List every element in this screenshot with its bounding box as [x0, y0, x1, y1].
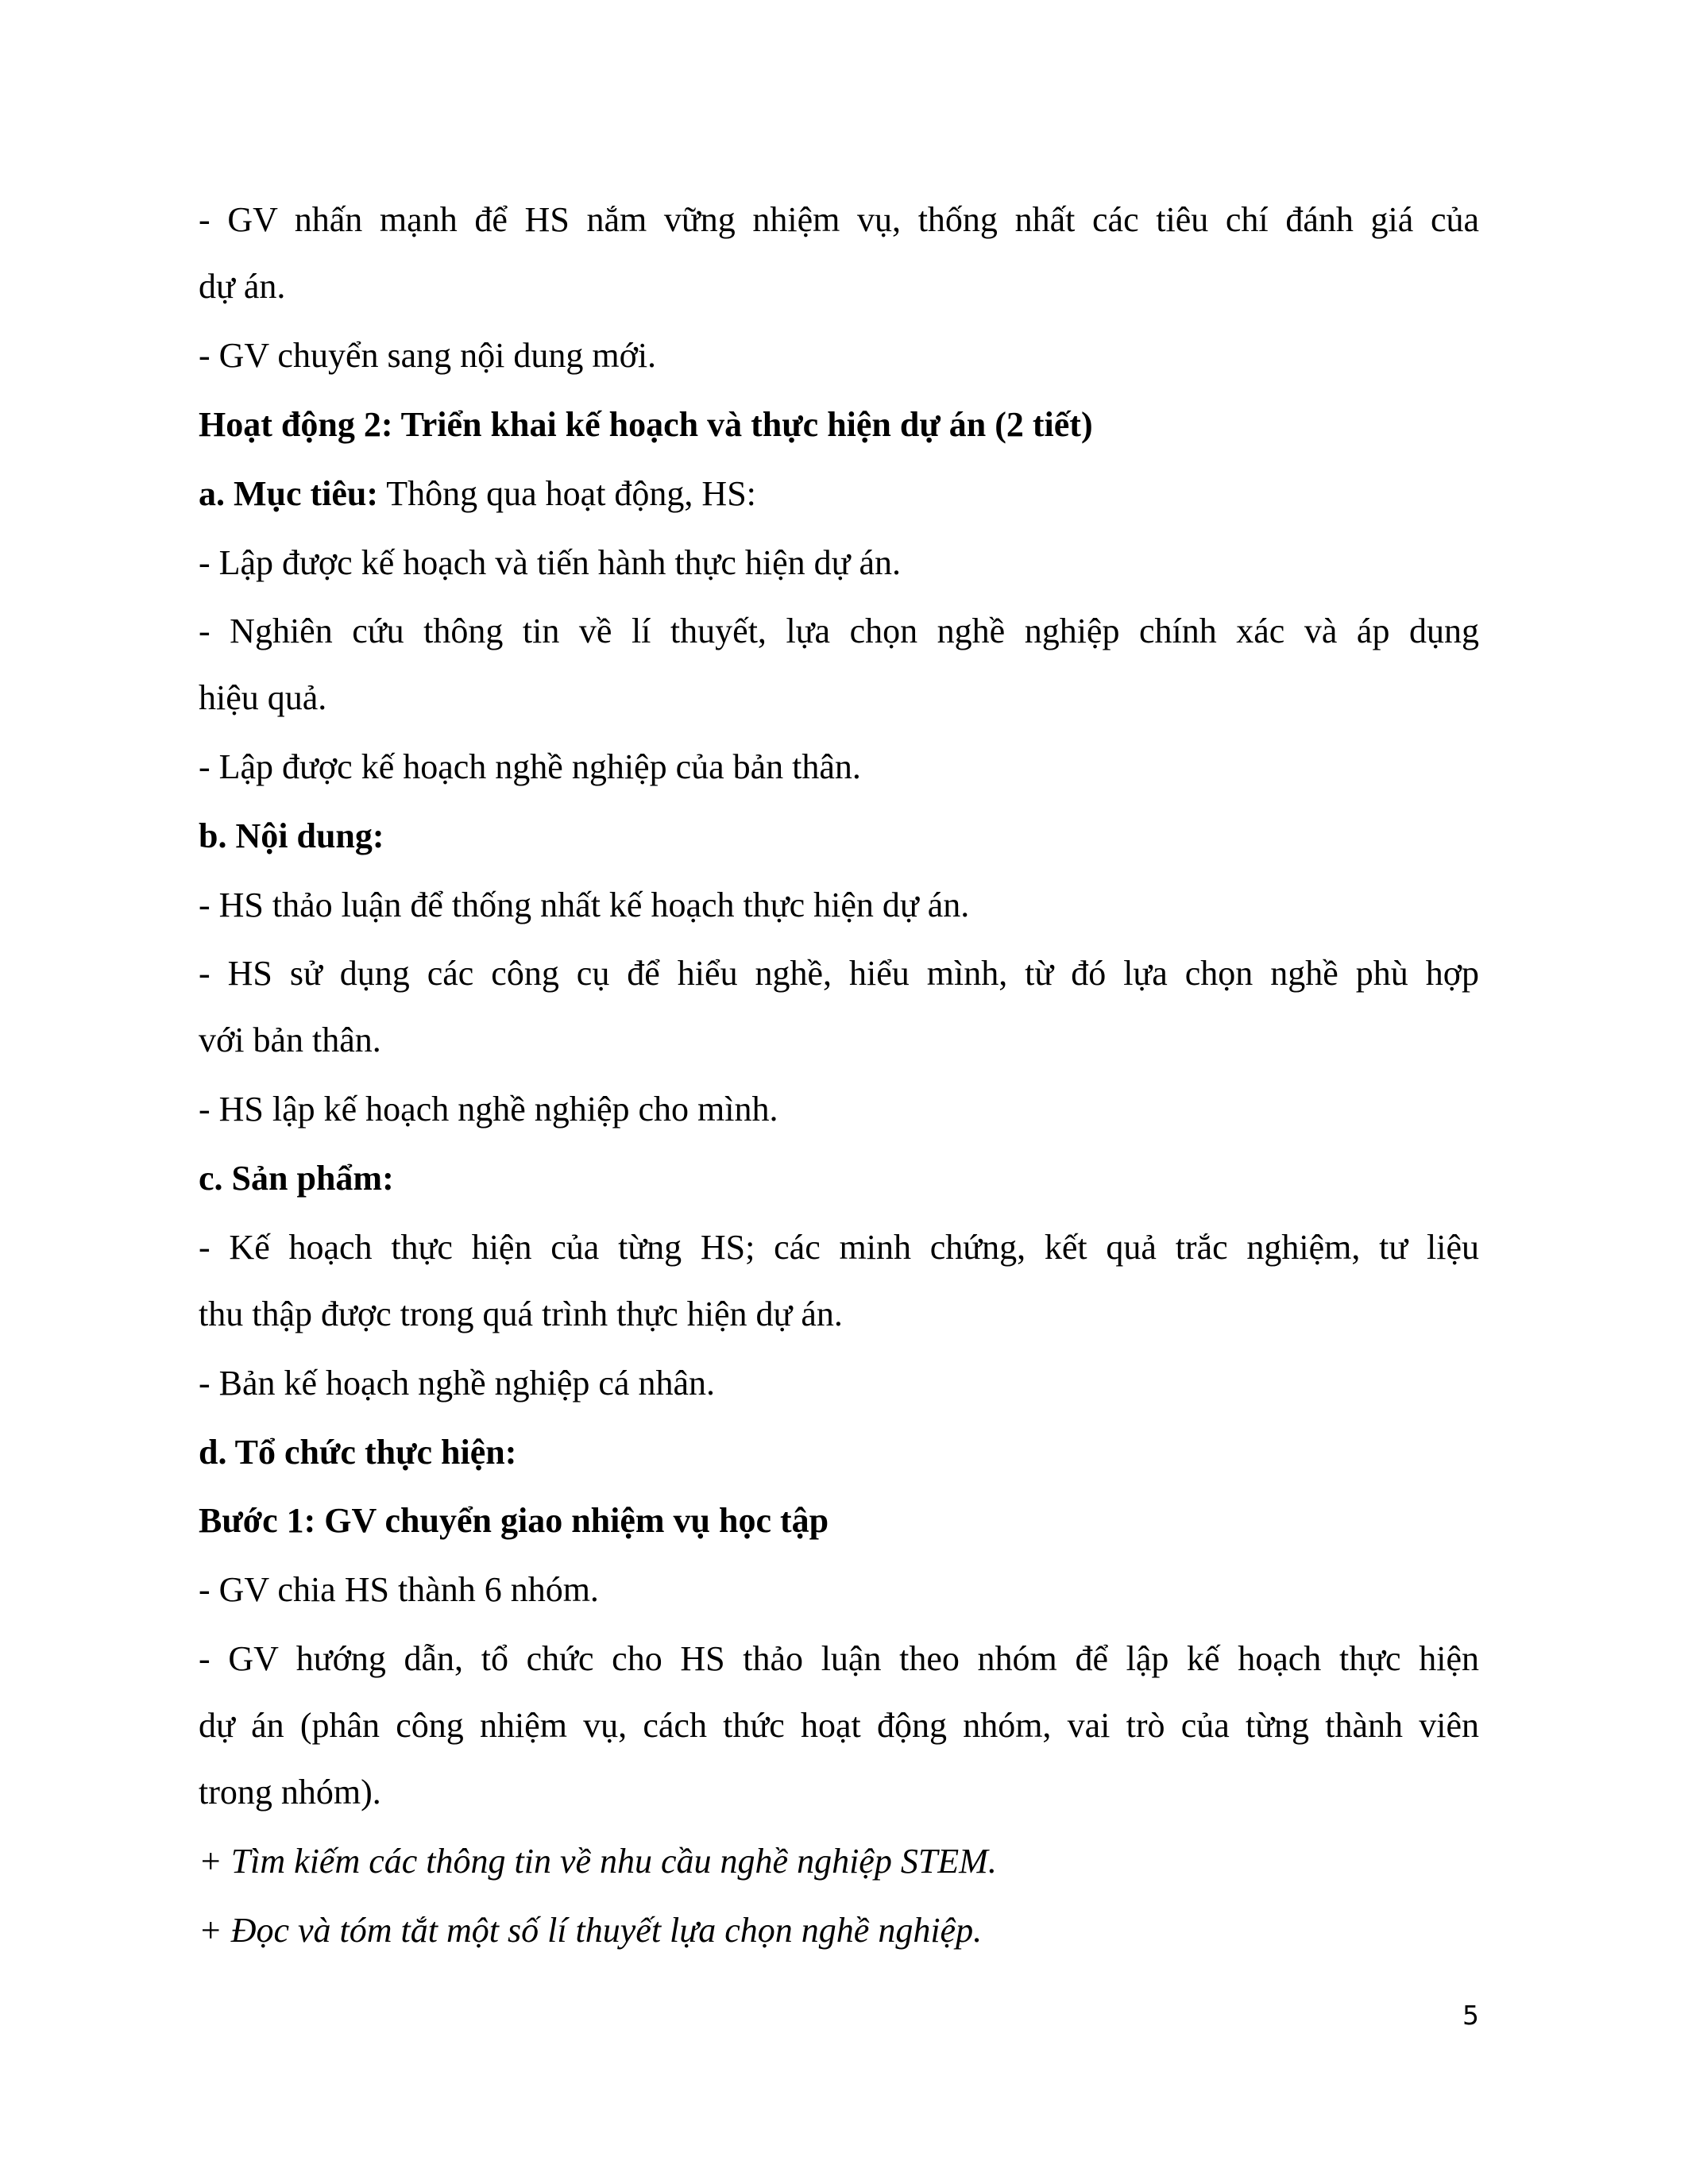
subheading-organization: d. Tổ chức thực hiện:	[199, 1433, 517, 1472]
text-line: - HS lập kế hoạch nghề nghiệp cho mình.	[199, 1090, 778, 1129]
text-line: trong nhóm).	[199, 1773, 381, 1812]
step-heading: Bước 1: GV chuyển giao nhiệm vụ học tập	[199, 1501, 829, 1540]
text-line: dự án.	[199, 267, 286, 306]
page-number: 5	[1462, 2000, 1479, 2031]
text-span: Thông qua hoạt động, HS:	[378, 474, 756, 513]
text-line: - HS sử dụng các công cụ để hiểu nghề, hiểu mình, từ đó lựa chọn nghề phù hợp	[199, 954, 1479, 993]
text-line: - GV chia HS thành 6 nhóm.	[199, 1570, 599, 1609]
subheading-objective: a. Mục tiêu:	[199, 474, 379, 513]
text-line: - Bản kế hoạch nghề nghiệp cá nhân.	[199, 1364, 715, 1403]
text-line: - Kế hoạch thực hiện của từng HS; các minh chứng, kết quả trắc nghiệm, tư liệu	[199, 1228, 1479, 1267]
text-line: - GV nhấn mạnh để HS nắm vững nhiệm vụ, thống nhất các tiêu chí đánh giá của	[199, 200, 1479, 239]
text-line: - Nghiên cứu thông tin về lí thuyết, lựa chọn nghề nghiệp chính xác và áp dụng	[199, 612, 1479, 650]
task-item: + Tìm kiếm các thông tin về nhu cầu nghề nghiệp STEM.	[199, 1842, 997, 1881]
task-item: + Đọc và tóm tắt một số lí thuyết lựa chọn nghề nghiệp.	[199, 1911, 983, 1950]
paragraph-objective	[199, 470, 1479, 518]
text-line: - HS thảo luận để thống nhất kế hoạch thực hiện dự án.	[199, 886, 970, 924]
text-line: dự án (phân công nhiệm vụ, cách thức hoạt động nhóm, vai trò của từng thành viên	[199, 1706, 1479, 1745]
section-heading: Hoạt động 2: Triển khai kế hoạch và thực hiện dự án (2 tiết)	[199, 405, 1093, 444]
text-line: với bản thân.	[199, 1021, 381, 1059]
text-line: - GV chuyển sang nội dung mới.	[199, 336, 657, 375]
text-line: - Lập được kế hoạch và tiến hành thực hiện dự án.	[199, 543, 902, 582]
text-line: - GV hướng dẫn, tổ chức cho HS thảo luận theo nhóm để lập kế hoạch thực hiện	[199, 1639, 1479, 1678]
subheading-product: c. Sản phẩm:	[199, 1159, 394, 1198]
text-line: - Lập được kế hoạch nghề nghiệp của bản thân.	[199, 747, 861, 786]
text-line: thu thập được trong quá trình thực hiện dự án.	[199, 1295, 843, 1333]
subheading-content: b. Nội dung:	[199, 816, 384, 855]
text-line: hiệu quả.	[199, 678, 327, 717]
